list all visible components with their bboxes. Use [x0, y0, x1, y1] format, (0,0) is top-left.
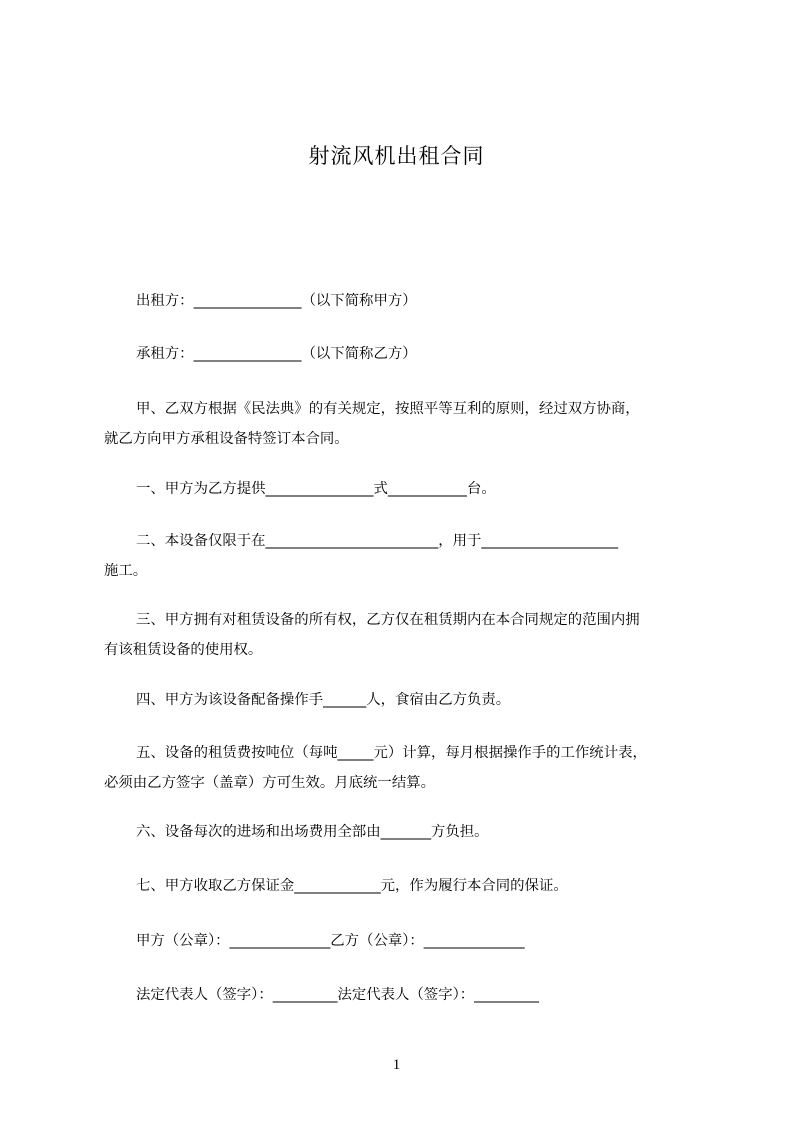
clause-5-line-2: 必须由乙方签字（盖章）方可生效。月底统一结算。: [104, 775, 435, 791]
clause-3-line-2: 有该租赁设备的使用权。: [104, 642, 263, 658]
clause-7: [104, 871, 704, 901]
clause-3: [104, 605, 704, 665]
clause-2-line-2: 施工。: [104, 563, 148, 579]
preamble-line-1: 甲、乙双方根据《民法典》的有关规定，按照平等互利的原则，经过双方协商，: [136, 401, 640, 417]
signature-text: 法定代表人（签字）：_________法定代表人（签字）：_________: [136, 987, 539, 1003]
clause-6: [104, 817, 704, 847]
clause-5: [104, 738, 704, 798]
clause-3-line-1: 三、甲方拥有对租赁设备的所有权，乙方仅在租赁期内在本合同规定的范围内拥: [136, 612, 640, 628]
clause-4: [104, 685, 704, 715]
lessor-line: [104, 286, 704, 316]
clause-6-text: 六、设备每次的进场和出场费用全部由_______方负担。: [136, 824, 489, 840]
preamble-paragraph: [104, 394, 704, 454]
seal-text: 甲方（公章）：______________乙方（公章）：______________: [136, 933, 525, 949]
clause-1-text: 一、甲方为乙方提供_______________式___________台。: [136, 481, 496, 497]
signature-line: [104, 980, 704, 1010]
page-number: 1: [392, 1057, 401, 1073]
clause-2-line-1: 二、本设备仅限于在________________________，用于___________________: [136, 533, 619, 549]
document-title: 射流风机出租合同: [308, 144, 485, 168]
preamble-line-2: 就乙方向甲方承租设备特签订本合同。: [104, 431, 349, 447]
clause-2: [104, 526, 704, 586]
clause-4-text: 四、甲方为该设备配备操作手______人，食宿由乙方负责。: [136, 692, 511, 708]
clause-5-line-1: 五、设备的租赁费按吨位（每吨_____元）计算，每月根据操作手的工作统计表，: [136, 745, 647, 761]
clause-1: [104, 474, 704, 504]
lessee-line: [104, 339, 704, 369]
seal-line: [104, 926, 704, 956]
lessee-text: 承租方：_______________（以下简称乙方）: [136, 346, 417, 362]
lessor-text: 出租方：_______________（以下简称甲方）: [136, 293, 417, 309]
clause-7-text: 七、甲方收取乙方保证金____________元，作为履行本合同的保证。: [136, 878, 568, 894]
